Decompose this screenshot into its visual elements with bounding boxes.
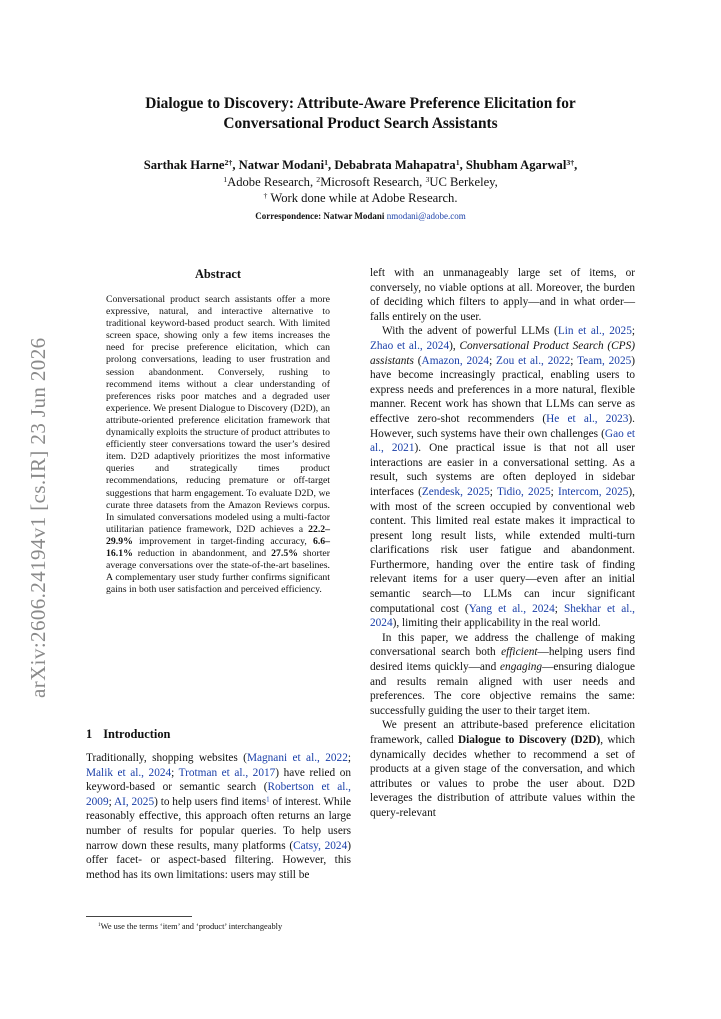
abstract-body — [106, 294, 330, 596]
citation-link[interactable]: Catsy, 2024 — [293, 839, 348, 852]
correspondence-email-link[interactable]: nmodani@adobe.com — [386, 210, 466, 221]
body-text: ) to help users find items — [154, 795, 267, 808]
intro-right-column — [370, 266, 635, 821]
title-line-1: Dialogue to Discovery: Attribute-Aware Preference Elicitation for — [145, 95, 576, 112]
body-text: ( — [413, 354, 422, 367]
citation-link[interactable]: Gao et al., 2021 — [370, 427, 635, 455]
body-text: ; — [171, 766, 179, 779]
footnote-mark: 1 — [98, 922, 101, 929]
author-mark: 3† — [566, 158, 575, 168]
citation-link[interactable]: Malik et al., 2024 — [86, 766, 172, 779]
title-line-2: Conversational Product Search Assistants — [223, 114, 498, 132]
body-text: ), — [449, 339, 460, 352]
body-text: We present an attribute-based preference elicitation framework, called — [370, 719, 635, 746]
abstract-result-accuracy: 22.2–29.9% — [106, 523, 330, 547]
footnote-text: We use the terms ‘item’ and ‘product’ interchangeably — [100, 922, 283, 931]
dagger-mark: † — [263, 191, 268, 201]
citation-link[interactable]: Zendesk, 2025 — [421, 485, 490, 498]
citation-link[interactable]: Team, 2025 — [577, 354, 632, 367]
citation-link[interactable]: AI, 2025 — [113, 795, 155, 808]
paper-title — [86, 94, 635, 133]
author-separator: , — [232, 158, 239, 172]
affiliation: Microsoft Research, — [320, 174, 426, 189]
citation-link[interactable]: Magnani et al., 2022 — [246, 752, 348, 764]
footnote-rule — [86, 916, 192, 917]
emphasis-text: efficient — [501, 646, 538, 659]
intro-left-column — [86, 751, 351, 882]
author-name: Shubham Agarwal — [465, 158, 567, 172]
body-text: ) offer facet- or aspect-based filtering. However, this method has its own limitations: users may still be — [86, 839, 351, 881]
body-text: , which dynamically decides whether to recommend a set of products at a given stage of the conversation, and which attributes or values to probe the user about. D2D leverages the distribution of attribute values within the query-relevant — [370, 734, 635, 819]
author-block — [86, 157, 635, 224]
body-text: ; — [550, 485, 558, 498]
author-separator: , — [328, 158, 335, 172]
emphasis-text: engaging — [500, 661, 543, 674]
body-text: ; — [489, 354, 497, 367]
affiliations — [86, 174, 635, 191]
affiliation-mark: 2 — [316, 174, 321, 184]
abstract-heading: Abstract — [194, 267, 242, 281]
correspondence — [86, 208, 635, 225]
footnote-link[interactable]: 1 — [266, 795, 270, 804]
body-text: In this paper, we address the challenge of making conversational search both — [370, 631, 635, 659]
affiliation-mark: 3 — [425, 174, 430, 184]
framework-name: Dialogue to Discovery (D2D) — [458, 734, 601, 746]
affiliation-mark: 1 — [223, 174, 228, 184]
intro-paragraph — [370, 324, 635, 630]
author-name: Debabrata Mahapatra — [334, 158, 456, 172]
author-name: Sarthak Harne — [143, 158, 225, 172]
body-text: ), with most of the screen occupied by conventional web content. This limited real estate makes it impractical to present long result lists, while extended multi-turn clarifications risk user fatigue and abandonment. Furthermore, handing over the entire task of finding relevant items for a user query—even after an initial semantic search—to LLMs can incur significant computational cost ( — [370, 485, 635, 615]
author-name: Natwar Modani — [238, 158, 325, 172]
emphasis-text: Conversational Product Search (CPS) assistants — [370, 339, 635, 367]
intro-paragraph — [370, 631, 635, 719]
abstract-text: improvement in target-finding accuracy, — [132, 535, 313, 547]
citation-link[interactable]: Zou et al., 2022 — [496, 354, 571, 367]
abstract-text: Conversational product search assistants offer a more expressive, natural, and interactive alternative to traditional keyword-based product search. With limited screen space, showing only a few items increases the need for precise preference elicitation, which can prolong conversations, leading to user frustration and session abandonment. Conversely, rushing to recommend items without a clear understanding of preferences risks poor matches and a degraded user experience. We present Dialogue to Discovery (D2D), an attribute-oriented preference elicitation framework that dynamically exploits the structure of product attributes to efficiently steer conversations toward the user’s desired item. D2D adaptively prioritizes the most informative queries and strategically times product recommendations, reducing premature or off-target suggestions that harm engagement. To evaluate D2D, we curate three datasets from the Amazon Reviews corpus. In simulated conversations modeled using a multi-factor utilitarian patience framework, D2D achieves a — [106, 294, 330, 535]
correspondence-label: Correspondence: Natwar Modani — [255, 210, 385, 221]
author-separator: , — [459, 158, 466, 172]
affiliation: Adobe Research, — [227, 174, 317, 189]
body-text: ; — [570, 354, 578, 367]
body-text: —helping users find desired items quickly—and — [370, 646, 636, 674]
citation-link[interactable]: He et al., 2023 — [546, 412, 629, 425]
citation-link[interactable]: Tidio, 2025 — [496, 485, 551, 498]
citation-link[interactable]: Yang et al., 2024 — [468, 602, 555, 615]
body-text: ; — [554, 602, 564, 615]
work-note-text: Work done while at Adobe Research. — [267, 191, 458, 205]
author-mark: 1 — [324, 158, 329, 168]
body-text: ; — [108, 795, 114, 808]
abstract-text: reduction in abandonment, and — [132, 547, 272, 559]
body-text: ), limiting their applicability in the real world. — [392, 617, 601, 630]
body-text: ) have become increasingly practical, enabling users to express needs and preferences in a more natural, flexible manner. Recent work has shown that LLMs can serve as effective zero-shot recommenders ( — [370, 354, 636, 425]
intro-paragraph — [86, 751, 351, 882]
section-title: Introduction — [103, 727, 171, 741]
citation-link[interactable]: Intercom, 2025 — [558, 485, 629, 498]
citation-link[interactable]: Shekhar et al., 2024 — [370, 602, 636, 630]
author-separator: , — [574, 158, 578, 172]
intro-paragraph: left with an unmanageably large set of items, or conversely, no viable options at all. Moreover, the burden of deciding which filters to apply—and in what order—falls entirely on the user. — [370, 267, 635, 323]
body-text: ; — [631, 325, 635, 338]
body-text: ). However, such systems have their own challenges ( — [370, 412, 635, 440]
section-heading — [86, 727, 170, 742]
arxiv-stamp — [26, 300, 62, 700]
affiliation: UC Berkeley, — [429, 174, 498, 189]
body-text: ). One practical issue is that not all user interactions are easier in a conversational setting. As a result, such systems are often deployed in sidebar interfaces ( — [370, 442, 635, 498]
intro-paragraph — [370, 718, 635, 820]
body-text: ; — [347, 752, 351, 764]
citation-link[interactable]: Zhao et al., 2024 — [370, 339, 450, 352]
author-mark: 2† — [224, 158, 233, 168]
citation-link[interactable]: Robertson et al., 2009 — [86, 781, 352, 808]
body-text: ; — [489, 485, 497, 498]
work-note — [86, 190, 635, 207]
arxiv-identifier: arXiv:2606.24194v1 [cs.IR] 23 Jun 2026 — [26, 337, 50, 698]
author-list — [86, 157, 635, 174]
body-text: With the advent of powerful LLMs ( — [382, 325, 558, 338]
abstract-result-length: 27.5% — [271, 547, 298, 559]
citation-link[interactable]: Amazon, 2024 — [421, 354, 490, 367]
citation-link[interactable]: Lin et al., 2025 — [557, 325, 632, 338]
citation-link[interactable]: Trotman et al., 2017 — [178, 766, 276, 779]
body-text: ) have relied on keyword-based or semantic search ( — [86, 766, 351, 794]
body-text: —ensuring dialogue and results remain aligned with user needs and preferences. The core objective remains the same: successfully guiding the user to their target item. — [370, 661, 635, 717]
abstract-text: shorter average conversations over the state-of-the-art baselines. A complementary user study further confirms significant gains in both user satisfaction and perceived efficiency. — [106, 547, 331, 596]
section-number: 1 — [86, 727, 93, 741]
body-text: Traditionally, shopping websites ( — [86, 752, 247, 764]
footnote — [86, 922, 351, 932]
body-text: of interest. While reasonably effective, this approach often returns an large number of results for popular queries. To help users narrow down these results, many platforms ( — [86, 795, 352, 852]
abstract-result-abandonment: 6.6–16.1% — [106, 535, 330, 559]
author-mark: 1 — [455, 158, 460, 168]
